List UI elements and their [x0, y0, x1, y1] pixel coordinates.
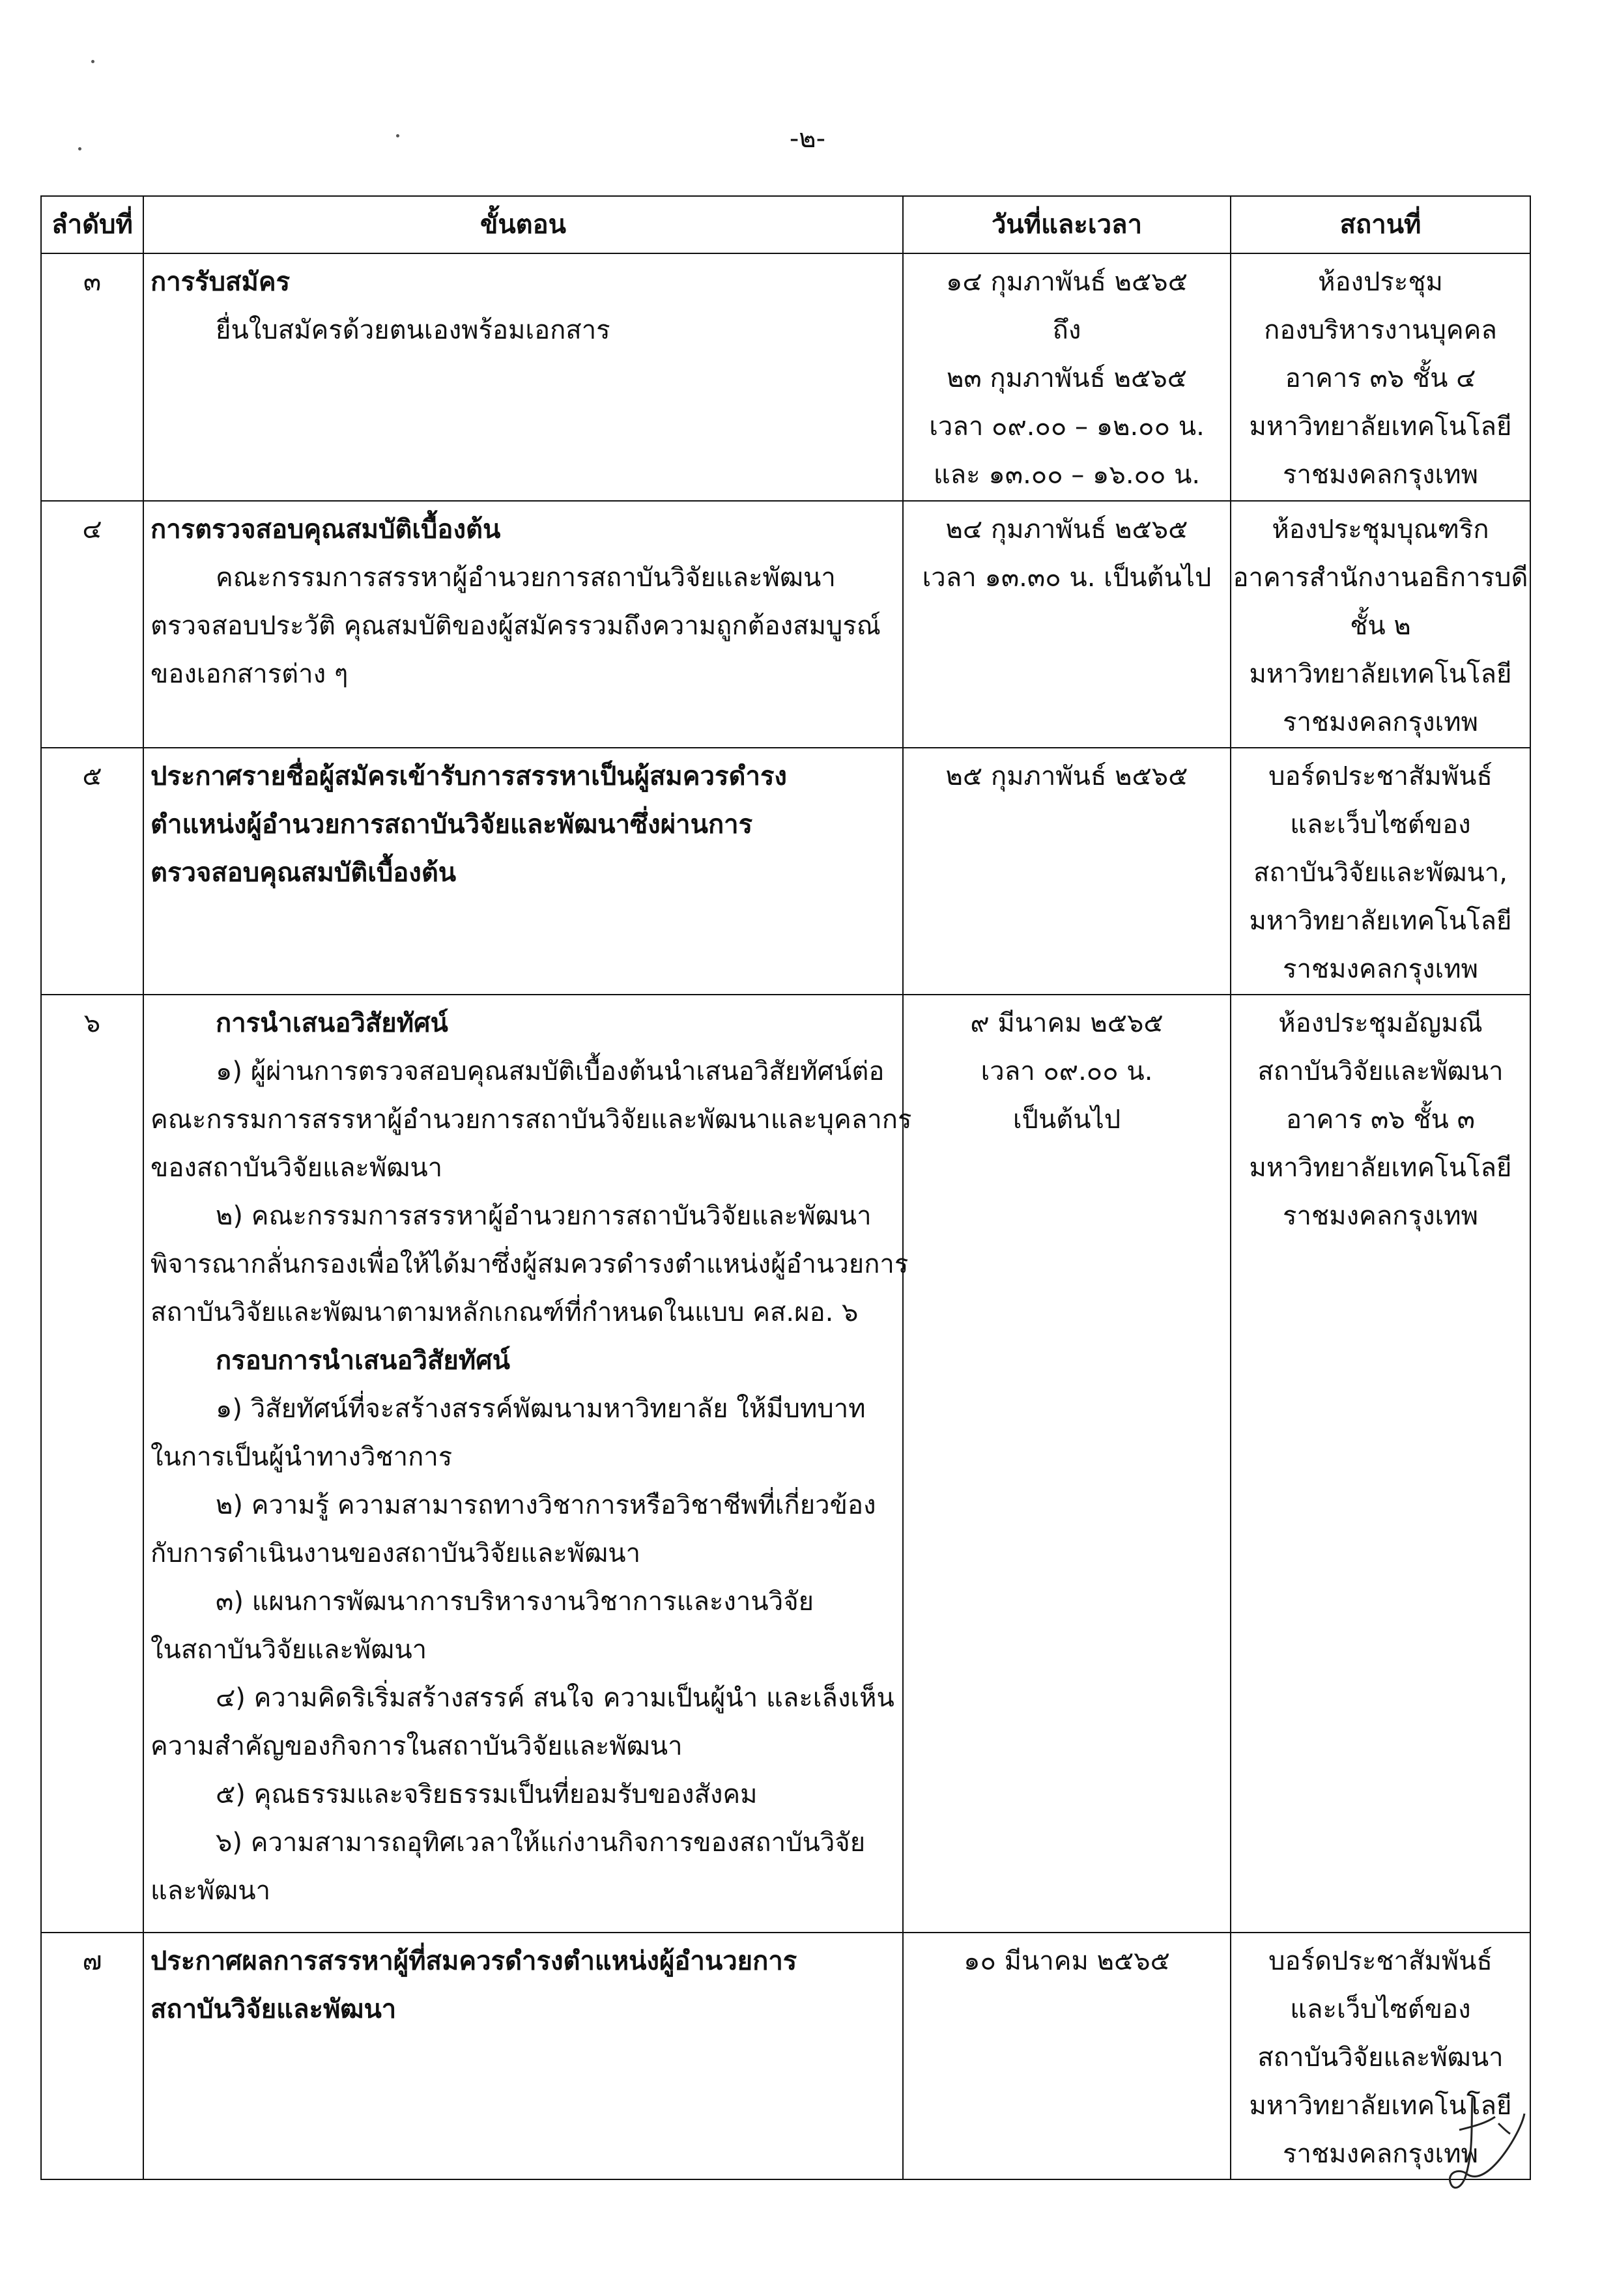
datetime-line: เป็นต้นไป — [1012, 1105, 1121, 1135]
step-heading: กรอบการนำเสนอวิสัยทัศน์ — [216, 1346, 510, 1376]
place-line: ราชมงคลกรุงเทพ — [1283, 707, 1478, 737]
place-line: ราชมงคลกรุงเทพ — [1283, 954, 1478, 984]
place-line: และเว็บไซต์ของ — [1290, 1994, 1471, 2024]
row-number: ๗ — [41, 1933, 143, 2179]
table-header-row — [41, 196, 1530, 253]
step-line: ของเอกสารต่าง ๆ — [150, 659, 349, 689]
signature-mark — [1433, 2091, 1531, 2202]
step-heading: ประกาศรายชื่อผู้สมัครเข้ารับการสรรหาเป็นผู้สมควรดำรง — [150, 761, 787, 791]
page-number: -๒- — [789, 124, 826, 154]
datetime-cell — [903, 1933, 1231, 2179]
step-cell — [143, 501, 903, 748]
row-number: ๔ — [41, 501, 143, 748]
column-header-no: ลำดับที่ — [41, 196, 143, 253]
place-line: มหาวิทยาลัยเทคโนโลยี — [1249, 906, 1512, 936]
step-heading: การตรวจสอบคุณสมบัติเบื้องต้น — [150, 515, 501, 545]
step-heading: สถาบันวิจัยและพัฒนา — [150, 1994, 397, 2024]
datetime-line: ๒๔ กุมภาพันธ์ ๒๕๖๕ — [945, 515, 1188, 545]
table-row — [41, 501, 1530, 748]
place-line: ราชมงคลกรุงเทพ — [1283, 460, 1478, 490]
place-line: มหาวิทยาลัยเทคโนโลยี — [1249, 659, 1512, 689]
place-line: สถาบันวิจัยและพัฒนา — [1257, 1056, 1504, 1086]
step-line: ยื่นใบสมัครด้วยตนเองพร้อมเอกสาร — [216, 315, 610, 345]
datetime-cell — [903, 748, 1231, 995]
datetime-line: เวลา ๐๙.๐๐ – ๑๒.๐๐ น. — [929, 412, 1205, 442]
place-cell — [1231, 748, 1530, 995]
datetime-line: ๒๕ กุมภาพันธ์ ๒๕๖๕ — [945, 761, 1188, 791]
datetime-line: และ ๑๓.๐๐ – ๑๖.๐๐ น. — [933, 460, 1201, 490]
place-line: อาคาร ๓๖ ชั้น ๓ — [1286, 1105, 1475, 1135]
place-cell — [1231, 501, 1530, 748]
step-line: คณะกรรมการสรรหาผู้อำนวยการสถาบันวิจัยและพัฒนาและบุคลากร — [150, 1105, 912, 1135]
place-line: อาคาร ๓๖ ชั้น ๔ — [1285, 363, 1476, 393]
step-line: พิจารณากลั่นกรองเพื่อให้ได้มาซึ่งผู้สมควรดำรงตำแหน่งผู้อำนวยการ — [150, 1249, 909, 1279]
step-line: ในสถาบันวิจัยและพัฒนา — [150, 1635, 427, 1665]
place-line: สถาบันวิจัยและพัฒนา — [1257, 2043, 1504, 2073]
datetime-line: ถึง — [1052, 315, 1081, 345]
place-line: บอร์ดประชาสัมพันธ์ — [1268, 1946, 1493, 1976]
scan-speck — [91, 60, 94, 63]
datetime-line: ๑๐ มีนาคม ๒๕๖๕ — [964, 1946, 1170, 1976]
step-line: ๕) คุณธรรมและจริยธรรมเป็นที่ยอมรับของสังคม — [216, 1779, 758, 1809]
column-header-step: ขั้นตอน — [143, 196, 903, 253]
step-line: ๖) ความสามารถอุทิศเวลาให้แก่งานกิจการของสถาบันวิจัย — [216, 1828, 866, 1858]
step-line: ๓) แผนการพัฒนาการบริหารงานวิชาการและงานวิจัย — [216, 1587, 814, 1617]
place-line: กองบริหารงานบุคคล — [1264, 315, 1497, 345]
place-cell — [1231, 253, 1530, 501]
place-cell — [1231, 995, 1530, 1933]
step-cell — [143, 253, 903, 501]
datetime-line: เวลา ๐๙.๐๐ น. — [980, 1056, 1153, 1086]
place-line: มหาวิทยาลัยเทคโนโลยี — [1249, 1153, 1512, 1183]
step-cell — [143, 1933, 903, 2179]
place-line: มหาวิทยาลัยเทคโนโลยี — [1249, 2091, 1512, 2121]
column-header-datetime: วันที่และเวลา — [903, 196, 1231, 253]
table-row — [41, 995, 1530, 1933]
step-line: และพัฒนา — [150, 1876, 271, 1906]
table-row — [41, 253, 1530, 501]
step-line: ๒) ความรู้ ความสามารถทางวิชาการหรือวิชาชีพที่เกี่ยวข้อง — [216, 1490, 876, 1520]
step-line: ตรวจสอบประวัติ คุณสมบัติของผู้สมัครรวมถึงความถูกต้องสมบูรณ์ — [150, 611, 881, 641]
step-heading: ประกาศผลการสรรหาผู้ที่สมควรดำรงตำแหน่งผู้อำนวยการ — [150, 1946, 797, 1976]
place-line: มหาวิทยาลัยเทคโนโลยี — [1249, 412, 1512, 442]
place-line: ห้องประชุมบุณฑริก — [1272, 515, 1489, 545]
step-line: ความสำคัญของกิจการในสถาบันวิจัยและพัฒนา — [150, 1731, 683, 1761]
step-cell — [143, 995, 912, 1933]
place-line: บอร์ดประชาสัมพันธ์ — [1268, 761, 1493, 791]
place-line: สถาบันวิจัยและพัฒนา, — [1253, 858, 1508, 888]
row-number: ๓ — [41, 253, 143, 501]
step-heading: ตรวจสอบคุณสมบัติเบื้องต้น — [150, 858, 457, 888]
row-number: ๕ — [41, 748, 143, 995]
place-line: อาคารสำนักงานอธิการบดี — [1233, 563, 1528, 593]
schedule-table — [40, 195, 1531, 2180]
datetime-cell — [903, 253, 1231, 501]
step-heading: การรับสมัคร — [150, 267, 291, 297]
place-line: ห้องประชุม — [1318, 267, 1443, 297]
step-line: ของสถาบันวิจัยและพัฒนา — [150, 1153, 443, 1183]
place-line: และเว็บไซต์ของ — [1290, 810, 1471, 840]
step-heading: การนำเสนอวิสัยทัศน์ — [216, 1008, 448, 1038]
place-line: ราชมงคลกรุงเทพ — [1283, 2139, 1478, 2169]
step-line: ๑) วิสัยทัศน์ที่จะสร้างสรรค์พัฒนามหาวิทยาลัย ให้มีบทบาท — [216, 1394, 866, 1424]
datetime-cell — [903, 501, 1231, 748]
step-cell — [143, 748, 903, 995]
step-line: ๒) คณะกรรมการสรรหาผู้อำนวยการสถาบันวิจัยและพัฒนา — [216, 1201, 872, 1231]
datetime-line: ๑๔ กุมภาพันธ์ ๒๕๖๕ — [946, 267, 1188, 297]
datetime-line: ๙ มีนาคม ๒๕๖๕ — [970, 1008, 1164, 1038]
step-line: ในการเป็นผู้นำทางวิชาการ — [150, 1442, 453, 1472]
place-line: ชั้น ๒ — [1350, 611, 1411, 641]
place-line: ห้องประชุมอัญมณี — [1278, 1008, 1483, 1038]
step-line: สถาบันวิจัยและพัฒนาตามหลักเกณฑ์ที่กำหนดในแบบ คส.ผอ. ๖ — [150, 1297, 859, 1327]
datetime-cell — [903, 995, 1231, 1933]
table-row — [41, 1933, 1530, 2179]
datetime-line: ๒๓ กุมภาพันธ์ ๒๕๖๕ — [947, 363, 1187, 393]
datetime-line: เวลา ๑๓.๓๐ น. เป็นต้นไป — [922, 563, 1212, 593]
row-number: ๖ — [41, 995, 143, 1933]
step-line: ๔) ความคิดริเริ่มสร้างสรรค์ สนใจ ความเป็นผู้นำ และเล็งเห็น — [216, 1683, 894, 1713]
step-line: กับการดำเนินงานของสถาบันวิจัยและพัฒนา — [150, 1538, 641, 1568]
step-line: คณะกรรมการสรรหาผู้อำนวยการสถาบันวิจัยและพัฒนา — [216, 563, 836, 593]
column-header-place: สถานที่ — [1231, 196, 1530, 253]
step-line: ๑) ผู้ผ่านการตรวจสอบคุณสมบัติเบื้องต้นนำเสนอวิสัยทัศน์ต่อ — [216, 1056, 885, 1086]
place-line: ราชมงคลกรุงเทพ — [1283, 1201, 1478, 1231]
step-heading: ตำแหน่งผู้อำนวยการสถาบันวิจัยและพัฒนาซึ่งผ่านการ — [150, 810, 753, 840]
table-row — [41, 748, 1530, 995]
